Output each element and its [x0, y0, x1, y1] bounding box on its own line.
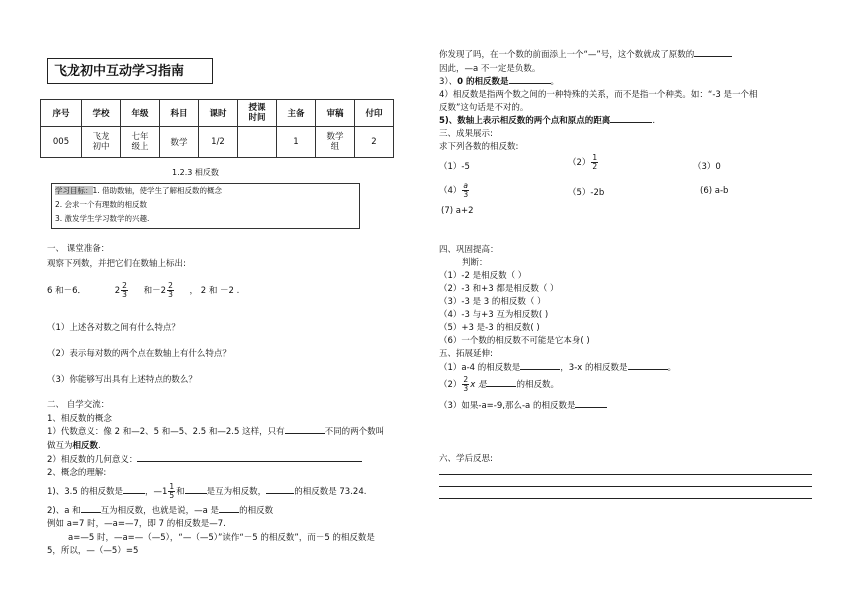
numerator: 1: [592, 153, 598, 162]
goal-item: 3. 激发学生学习数学的兴趣.: [55, 214, 150, 223]
bold-term: 5)、数轴上表示相反数的两个点和原点的距离: [439, 116, 611, 126]
reflection-line[interactable]: [439, 486, 812, 487]
table-header: 授课 时间: [238, 100, 277, 127]
section-4-title: 四、巩固提高：: [439, 245, 499, 255]
table-cell: 数学: [160, 127, 199, 158]
denominator: 3: [463, 384, 469, 393]
text: 的相反数是 73.24.: [294, 487, 367, 497]
table-cell: [238, 127, 277, 158]
section-3-title: 三、成果展示:: [439, 129, 493, 139]
judge-3: （3）-3 是 3 的相反数（ ）: [439, 297, 546, 307]
algebra-meaning-cont: [47, 439, 101, 451]
judge-6: （6）一个数的相反数不可能是它本身( ): [439, 336, 590, 346]
number-pairs: [47, 280, 239, 302]
problem-7: (7) a+2: [441, 206, 474, 216]
table-cell: 1: [277, 127, 316, 158]
pair-text: 和－2: [143, 286, 167, 296]
text: 1)、3.5 的相反数是: [47, 487, 123, 497]
text: 的相反数: [239, 506, 274, 516]
denominator: 3: [463, 190, 469, 199]
problem-5: （5）-2b: [568, 188, 605, 198]
denominator: 3: [168, 290, 173, 299]
blank: [137, 461, 362, 462]
judge-2: （2）-3 和+3 都是相反数（ ）: [439, 284, 559, 294]
table-header: 付印: [355, 100, 394, 127]
text: ，—1: [144, 487, 168, 497]
text: （1）a-4 的相反数是: [439, 363, 521, 373]
text: 做互为: [47, 441, 73, 451]
learning-goals-box: [51, 183, 360, 229]
table-cell: 飞龙 初中: [82, 127, 121, 158]
text: 3）、: [439, 77, 458, 87]
judge-1: （1）-2 是相反数（ ）: [439, 271, 527, 281]
question-2: （2）表示每对数的两个点在数轴上有什么特点？: [47, 349, 231, 359]
table-cell: 2: [355, 127, 394, 158]
table-header: 主备: [277, 100, 316, 127]
section-1-intro: 观察下列数，并把它们在数轴上标出:: [47, 259, 186, 269]
text: .: [652, 116, 656, 126]
text: （2）: [439, 380, 462, 390]
goal-item: 1. 借助数轴，使学生了解相反数的概念: [92, 186, 223, 195]
geometry-meaning: [47, 453, 362, 465]
table-header: 审稿: [316, 100, 355, 127]
numerator: 2: [463, 375, 469, 384]
table-cell: 005: [41, 127, 82, 158]
concept-understanding: 2、概念的理解:: [47, 468, 107, 478]
fraction: [168, 483, 175, 500]
numerator: a: [463, 181, 469, 190]
blank: [628, 369, 668, 370]
text: x 是: [470, 380, 487, 390]
goals-label: 学习目标：: [55, 186, 93, 195]
problem-2: [568, 152, 599, 174]
text: 2)、a 和: [47, 506, 81, 516]
pair-text: 2: [114, 286, 121, 296]
section-1-title: 一、 课堂准备：: [47, 244, 110, 254]
fraction: [462, 182, 469, 199]
question-3: （3）你能够写出具有上述特点的数么？: [47, 375, 197, 385]
relation-note-cont: 反数”这句话是不对的。: [439, 103, 529, 113]
judge-label: 判断：: [462, 258, 488, 268]
text: 和: [176, 487, 185, 497]
table-cell: 1/2: [199, 127, 238, 158]
text: 是互为相反数，: [206, 487, 267, 497]
fraction: [462, 376, 469, 393]
blank: [520, 369, 560, 370]
table-header: 学校: [82, 100, 121, 127]
text: 。: [550, 77, 560, 87]
extension-3: [439, 399, 607, 411]
fraction: [121, 282, 128, 299]
table-cell: 数学 组: [316, 127, 355, 158]
numerator: 1: [169, 482, 175, 491]
reflection-line[interactable]: [439, 474, 812, 475]
document-title: 飞龙初中互动学习指南: [47, 58, 213, 84]
text: .: [98, 441, 101, 451]
blank: [123, 493, 145, 494]
blank: [285, 433, 325, 434]
section-2-title: 二、 自学交流：: [47, 400, 110, 410]
lesson-title: 1.2.3 相反数: [172, 168, 219, 177]
numerator: 2: [168, 281, 173, 290]
understanding-2: [47, 504, 273, 516]
text: 互为相反数，也就是说，—a 是: [100, 506, 220, 516]
numerator: 2: [122, 281, 127, 290]
problem-6: (6) a-b: [700, 186, 729, 196]
text: 你发现了吗，在一个数的前面添上一个“—”号，这个数就成了原数的: [439, 50, 695, 60]
bold-term: 相反数: [72, 441, 99, 451]
fraction: [167, 282, 174, 299]
bold-term: 0 的相反数是: [457, 77, 509, 87]
table-header: 课时: [199, 100, 238, 127]
distance-note: [439, 114, 655, 126]
text: 1）代数意义：像 2 和—2、5 和—5、2.5 和—2.5 这样，只有: [47, 427, 285, 437]
blank: [81, 512, 101, 513]
algebra-meaning: [47, 425, 384, 437]
example-3: 5，所以，—（—5）=5: [47, 546, 139, 556]
problem-3: （3）0: [693, 162, 721, 172]
text: （4）: [439, 186, 462, 196]
blank: [185, 493, 207, 494]
blank: [219, 512, 239, 513]
course-info-table: [40, 99, 394, 158]
example-2: a=—5 时，—a=—（—5），“—（—5）”读作“－5 的相反数”，而－5 的相反数是: [68, 533, 375, 543]
relation-note: 4）相反数是指两个数之间的一种特殊的关系，而不是指一个种类。如：“-3 是一个相: [439, 90, 758, 100]
text: 的相反数。: [516, 380, 559, 390]
blank: [266, 493, 294, 494]
section-5-title: 五、拓展延伸:: [439, 349, 493, 359]
blank: [610, 122, 652, 123]
question-1: （1）上述各对数之间有什么特点？: [47, 323, 180, 333]
blank: [486, 386, 516, 387]
denominator: 3: [122, 290, 127, 299]
pair-text: ， 2 和 －2 .: [189, 286, 240, 296]
judge-4: （4）-3 与+3 互为相反数( ): [439, 310, 549, 320]
concept-heading: 1、相反数的概念: [47, 414, 112, 424]
denominator: 5: [169, 491, 175, 500]
text: 2）相反数的几何意义：: [47, 455, 138, 465]
text: ，3-x 的相反数是: [560, 363, 628, 373]
example-1: 例如 a=7 时，—a=—7，即 7 的相反数是—7.: [47, 519, 226, 529]
understanding-1: [47, 482, 366, 502]
text: （2）: [568, 158, 591, 168]
blank: [509, 83, 551, 84]
table-cell: 七年 级上: [121, 127, 160, 158]
zero-opposite: [439, 75, 559, 87]
discovery-line: [439, 48, 732, 60]
denominator: 2: [592, 162, 598, 171]
table-header: 年级: [121, 100, 160, 127]
text: 不同的两个数叫: [324, 427, 385, 437]
extension-1: [439, 361, 676, 373]
pair-text: 6 和－6．: [47, 286, 87, 296]
blank: [694, 56, 732, 57]
problem-4: [439, 180, 470, 202]
extension-2: [439, 374, 559, 396]
table-header: 科目: [160, 100, 199, 127]
fraction: [591, 154, 598, 171]
negative-note: 因此，—a 不一定是负数。: [439, 64, 541, 74]
text: （3）如果-a=-9,那么-a 的相反数是: [439, 401, 576, 411]
goal-item: 2. 会求一个有理数的相反数: [55, 200, 148, 209]
table-header: 序号: [41, 100, 82, 127]
section-6-title: 六、学后反思:: [439, 454, 493, 464]
section-3-intro: 求下列各数的相反数:: [439, 142, 519, 152]
blank: [575, 407, 607, 408]
reflection-line[interactable]: [439, 498, 812, 499]
text: 。: [667, 363, 677, 373]
judge-5: （5）+3 是-3 的相反数( ): [439, 323, 540, 333]
problem-1: （1）-5: [439, 162, 470, 172]
